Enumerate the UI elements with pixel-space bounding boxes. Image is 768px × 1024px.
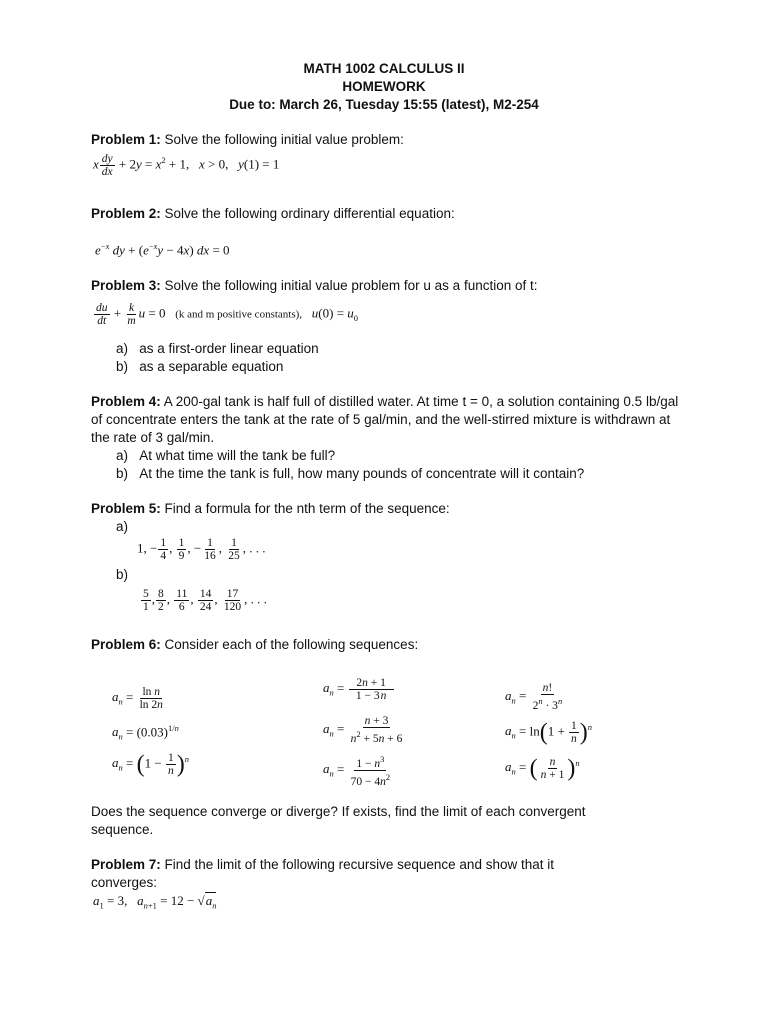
problem-7-recursion: $a_1 = 3$, $a_{n+1} = 12 - √a_n$	[93, 893, 217, 911]
sequence-5: $a_n$ = $\frac{n + 3}{n^2 + 5n + 6}$	[323, 715, 403, 745]
sequence-9: $a_n$ = ( $\frac{n}{n + 1}$ )$^n$	[505, 755, 580, 782]
problem-1-text: Solve the following initial value problem:	[160, 132, 404, 147]
problem-5-label: Problem 5:	[91, 501, 161, 516]
problem-5-sequence-b: $\frac{5}{1}$ , $\frac{8}{2}$ , $\frac{11}{6}$ , $\frac{14}{24}$ , $\frac{17}{120}$ , . . .	[143, 588, 267, 613]
problem-2-text: Solve the following ordinary differential equation:	[160, 206, 455, 221]
problem-6	[91, 636, 418, 654]
problem-4-item-a: a) At what time will the tank be full?	[116, 448, 336, 463]
problem-5-sequence-a: 1, − $\frac{1}{4}$ , $\frac{1}{9}$ , − $\frac{1}{16}$ , $\frac{1}{25}$ , . . .	[137, 537, 266, 562]
problem-7	[91, 856, 621, 892]
problem-3	[91, 277, 538, 295]
problem-3-item-a: a) as a first-order linear equation	[116, 341, 319, 356]
problem-2-label: Problem 2:	[91, 206, 161, 221]
problem-5-part-b-label: b)	[116, 567, 129, 582]
problem-6-text: Consider each of the following sequences:	[160, 637, 419, 652]
problem-3-item-b: b) as a separable equation	[116, 359, 284, 374]
sequence-8: $a_n$ = $\frac{1 - n^3}{70 - 4n^2}$	[323, 754, 391, 788]
problem-2-equation: $e^{-x}$ dy + $(e^{-x}y - 4x)$ dx = 0	[95, 241, 230, 258]
problem-4	[91, 393, 681, 447]
problem-4-label: Problem 4:	[91, 394, 161, 409]
sequence-1: $a_n$ = $\frac{\text{ln n}}{\ln 2n}$	[112, 686, 163, 711]
problem-7-label: Problem 7:	[91, 857, 161, 872]
problem-5	[91, 500, 450, 518]
problem-6-question: Does the sequence converge or diverge? If exists, find the limit of each convergent sequence.	[91, 804, 586, 837]
problem-5-text: Find a formula for the nth term of the sequence:	[160, 501, 450, 516]
problem-5-part-a-label: a)	[116, 519, 129, 534]
problem-2	[91, 205, 455, 223]
problem-7-text: Find the limit of the following recursive sequence and show that it converges:	[91, 857, 554, 890]
sequence-4: $a_n = (0.03)^{1/n}$	[112, 723, 179, 742]
sequence-2: $a_n$ = $\frac{2n + 1}{1 - 3n}$	[323, 677, 392, 702]
problem-3-text: Solve the following initial value problem for u as a function of t:	[160, 278, 538, 293]
course-title: MATH 1002 CALCULUS II	[303, 61, 465, 76]
problem-4-text: A 200-gal tank is half full of distilled water. At time t = 0, a solution containing 0.5 lb/gal of concentrate enters the tank at the rate of 5 gal/min, and the well-stirred mixture is withdrawn at the rate of 3 gal/min.	[91, 394, 679, 445]
sequence-7: $a_n = (1$ − $\frac{1}{n}$ )$^n$	[112, 751, 189, 778]
sequence-6: $a_n = \ln(1$ + $\frac{1}{n}$ )$^n$	[505, 719, 593, 746]
problem-3-label: Problem 3:	[91, 278, 161, 293]
problem-6-label: Problem 6:	[91, 637, 161, 652]
due-date: Due to: March 26, Tuesday 15:55 (latest), M2-254	[229, 97, 539, 112]
problem-4-item-b: b) At the time the tank is full, how many pounds of concentrate will it contain?	[116, 466, 585, 481]
document-type: HOMEWORK	[342, 79, 426, 94]
problem-1-label: Problem 1:	[91, 132, 161, 147]
problem-3-equation: $\frac{du}{dt}$ + $\frac{k}{m}$ u = 0 (k and m positive constants), $u(0) = u_0$	[96, 302, 359, 327]
sequence-3: $a_n$ = $\frac{n!}{2^n \cdot 3^n}$	[505, 682, 563, 712]
problem-3-constants-note: (k and m positive constants),	[175, 308, 303, 321]
problem-1-equation: x $\frac{dy}{dx}$ + $2y = x^2 + 1$, x > 0, y(1) = 1	[93, 153, 280, 178]
problem-1	[91, 131, 404, 149]
